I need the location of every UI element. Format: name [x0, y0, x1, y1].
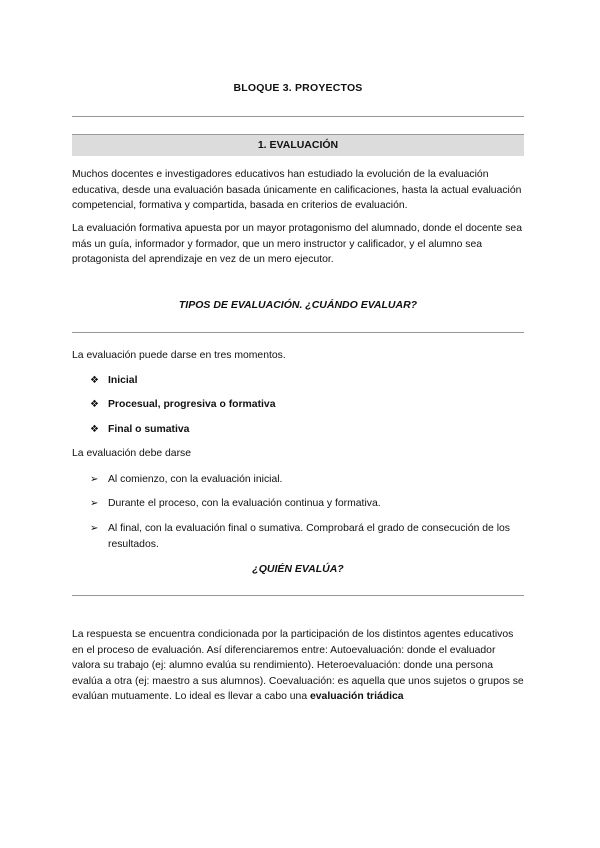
list-item	[90, 397, 524, 413]
who-paragraph-text: La respuesta se encuentra condicionada por la participación de los distintos agentes educativos en el proceso de evaluación. Así diferenciaremos entre: Autoevaluación: donde el evaluador valora su trabajo (ej: alumno evalúa su rendimiento). Heteroevaluación: donde una persona evalúa a otra (ej: maestro a sus alumnos). Coevaluación: es aquella que unos sujetos o grupos se evalúan mutuamente. Lo ideal es llevar a cabo una	[72, 629, 524, 702]
formative-paragraph: La evaluación formativa apuesta por un mayor protagonismo del alumnado, donde el docente sea más un guía, informador y formador, que un mero instructor y calificador, y el alumno sea protagonista del aprendizaje en vez de un mero ejecutor.	[72, 223, 522, 265]
list-item	[90, 496, 524, 512]
timing-intro: La evaluación debe darse	[72, 448, 192, 459]
list-item	[90, 472, 524, 488]
list-item	[90, 373, 524, 389]
who-heading: ¿QUIÉN EVALÚA?	[252, 563, 344, 575]
who-paragraph-bold: evaluación triádica	[310, 691, 404, 702]
list-item	[90, 422, 524, 438]
diamond-bullet-icon: ❖	[90, 375, 99, 386]
moment-inicial: Inicial	[108, 375, 138, 386]
moment-final: Final o sumativa	[108, 424, 190, 435]
diamond-bullet-icon: ❖	[90, 399, 99, 410]
moments-intro: La evaluación puede darse en tres momentos.	[72, 350, 286, 361]
timing-item: Al final, con la evaluación final o sumativa. Comprobará el grado de consecución de los resultados.	[108, 523, 511, 550]
arrow-bullet-icon: ➢	[90, 474, 99, 485]
section-header	[72, 134, 524, 156]
arrow-bullet-icon: ➢	[90, 523, 99, 534]
moment-procesual: Procesual, progresiva o formativa	[108, 399, 276, 410]
who-paragraph	[72, 627, 524, 705]
diamond-bullet-icon: ❖	[90, 424, 99, 435]
intro-paragraph: Muchos docentes e investigadores educativos han estudiado la evolución de la evaluación educativa, desde una evaluación basada únicamente en calificaciones, hasta la actual evaluación competencial, formativa y compartida, basada en criterios de evaluación.	[72, 169, 522, 211]
section-title: 1. EVALUACIÓN	[257, 139, 339, 151]
list-item	[90, 521, 524, 552]
divider	[72, 332, 524, 333]
divider	[72, 116, 524, 117]
divider	[72, 595, 524, 596]
timing-item: Durante el proceso, con la evaluación continua y formativa.	[108, 498, 381, 509]
timing-item: Al comienzo, con la evaluación inicial.	[108, 474, 283, 485]
arrow-bullet-icon: ➢	[90, 498, 99, 509]
types-heading: TIPOS DE EVALUACIÓN. ¿CUÁNDO EVALUAR?	[178, 299, 418, 311]
block-title: BLOQUE 3. PROYECTOS	[233, 82, 363, 94]
